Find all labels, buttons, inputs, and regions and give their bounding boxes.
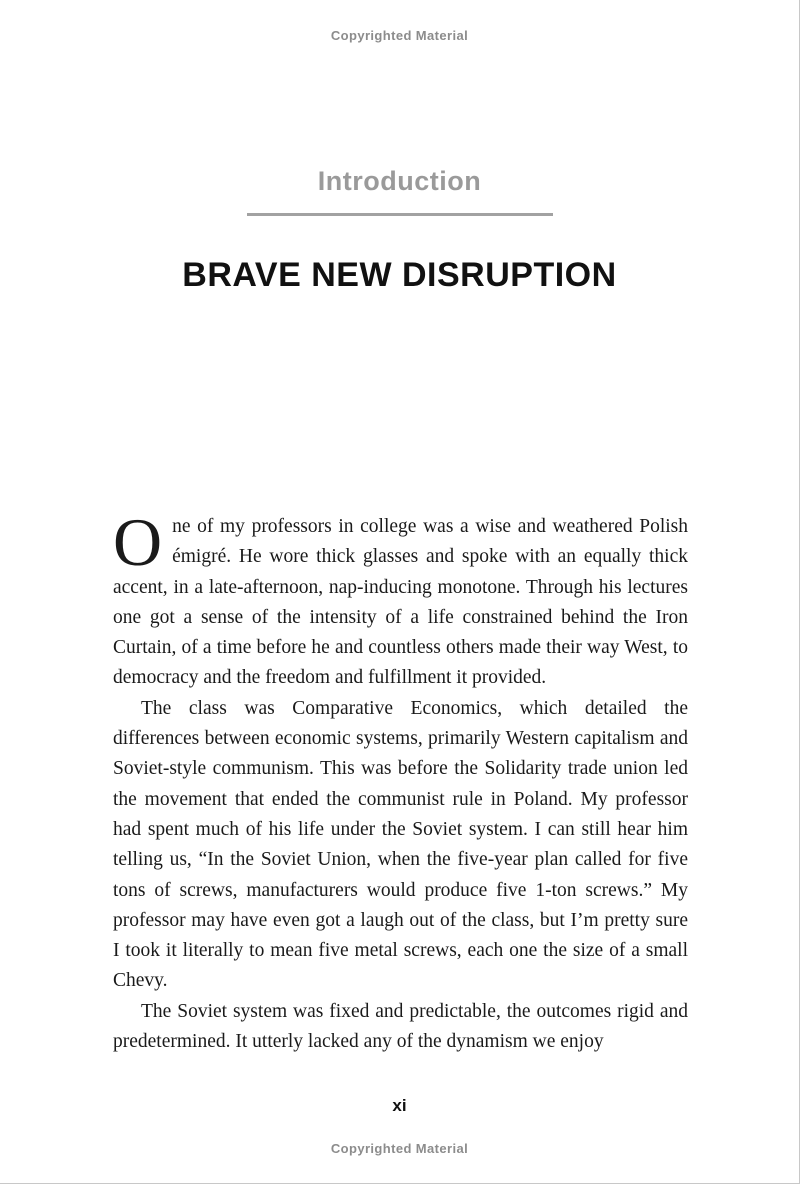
paragraph-text: ne of my professors in college was a wise and weathered Polish émigré. He wore thick glasses and spoke with an equally thick accent, in a late-afternoon, nap-inducing monotone. Through his lectures one got a sense of the intensity of a life constrained behind the Iron Curtain, of a time before he and countless others made their way West, to democracy and the freedom and fulfillment it provided.: [113, 516, 688, 689]
section-label: Introduction: [317, 166, 482, 196]
paragraph-text: The class was Comparative Economics, which detailed the differences between economic systems, primarily Western capitalism and Soviet-style communism. This was before the Solidarity trade union led the movement that ended the communist rule in Poland. My professor had spent much of his life under the Soviet system. I can still hear him telling us, “In the Soviet Union, when the five-year plan called for five tons of screws, manufacturers would produce five 1-ton screws.” My professor may have even got a laugh out of the class, but I’m pretty sure I took it literally to mean five metal screws, each one the size of a small Chevy.: [113, 697, 688, 992]
copyright-notice-top: Copyrighted Material: [330, 28, 469, 43]
paragraph-first: [113, 504, 688, 694]
drop-cap: O: [113, 504, 163, 580]
chapter-title: BRAVE NEW DISRUPTION: [182, 256, 617, 294]
paragraph-text: The Soviet system was fixed and predictable, the outcomes rigid and predetermined. It utterly lacked any of the dynamism we enjoy: [113, 1000, 688, 1053]
section-divider: [247, 213, 553, 216]
body-text: [113, 504, 688, 1057]
page-number: xi: [392, 1096, 407, 1115]
copyright-notice-bottom: Copyrighted Material: [330, 1141, 469, 1156]
